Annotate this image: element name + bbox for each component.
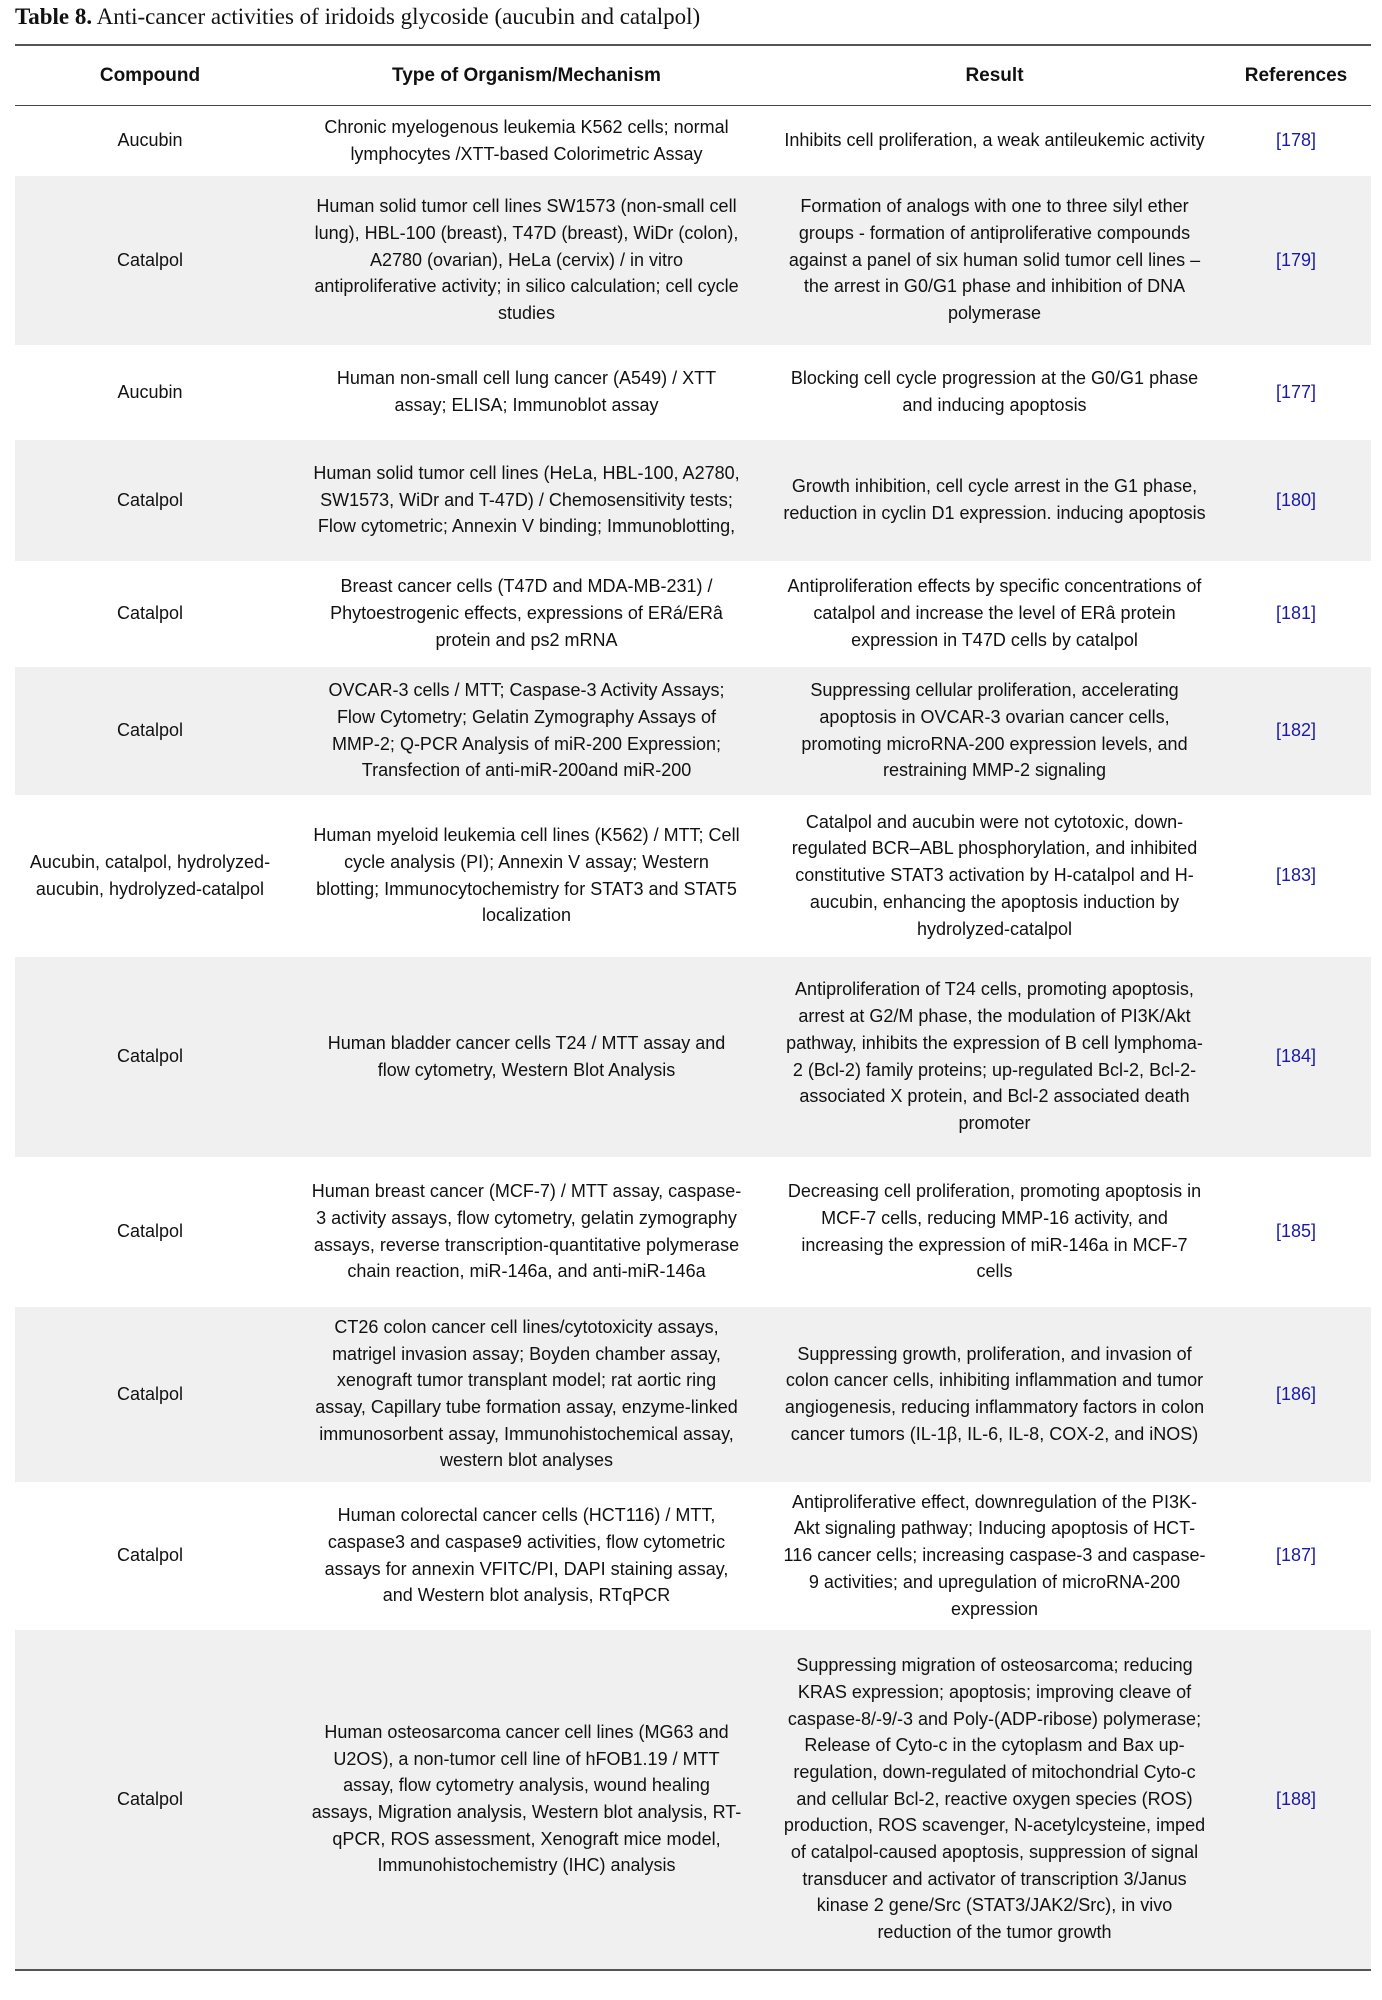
result-text: Antiproliferation effects by specific concentrations of catalpol and increase the level of ERâ protein expression in T47D cells by catalpol — [787, 576, 1202, 650]
mechanism-cell — [285, 1157, 768, 1307]
reference-link[interactable]: [177] — [1221, 345, 1371, 440]
result-text: Growth inhibition, cell cycle arrest in the G1 phase, reduction in cyclin D1 expression. inducing apoptosis — [783, 476, 1206, 523]
table-row — [15, 795, 1371, 957]
mechanism-text: Human bladder cancer cells T24 / MTT assay and flow cytometry, Western Blot Analysis — [327, 1032, 726, 1080]
table-row — [15, 1482, 1371, 1630]
mechanism-text: Human breast cancer (MCF-7) / MTT assay, caspase-3 activity assays, flow cytometry, gelatin zymography assays, reverse transcription-quantitative polymerase chain reaction, miR-146a, and anti-miR-146a — [311, 1181, 742, 1282]
reference-link[interactable]: [183] — [1221, 795, 1371, 957]
compound-cell: Catalpol — [15, 957, 285, 1157]
compound-cell: Catalpol — [15, 1307, 285, 1482]
compound-cell: Catalpol — [15, 1157, 285, 1307]
table-caption — [15, 4, 700, 30]
header-references: References — [1221, 45, 1371, 106]
table-row — [15, 440, 1371, 561]
result-cell — [768, 561, 1221, 667]
reference-link[interactable]: [187] — [1221, 1482, 1371, 1630]
result-cell — [768, 106, 1221, 176]
mechanism-cell — [285, 440, 768, 561]
compound-cell: Aucubin — [15, 106, 285, 176]
result-text: Blocking cell cycle progression at the G0/G1 phase and inducing apoptosis — [790, 368, 1199, 415]
compound-cell: Catalpol — [15, 176, 285, 345]
table-row — [15, 1307, 1371, 1482]
compound-cell: Aucubin, catalpol, hydrolyzed-aucubin, hydrolyzed-catalpol — [15, 795, 285, 957]
result-cell — [768, 345, 1221, 440]
reference-link[interactable]: [185] — [1221, 1157, 1371, 1307]
mechanism-cell — [285, 561, 768, 667]
mechanism-cell — [285, 106, 768, 176]
reference-link[interactable]: [182] — [1221, 667, 1371, 795]
result-text: Decreasing cell proliferation, promoting apoptosis in MCF-7 cells, reducing MMP-16 activity, and increasing the expression of miR-146a in MCF-7 cells — [787, 1181, 1202, 1282]
result-text: Formation of analogs with one to three silyl ether groups - formation of antiproliferative compounds against a panel of six human solid tumor cell lines – the arrest in G0/G1 phase and inhibition of DNA polymerase — [788, 196, 1201, 324]
mechanism-cell — [285, 345, 768, 440]
mechanism-text: Breast cancer cells (T47D and MDA-MB-231) / Phytoestrogenic effects, expressions of ERá/ERâ protein and ps2 mRNA — [330, 576, 723, 650]
mechanism-text: Human colorectal cancer cells (HCT116) / MTT, caspase3 and caspase9 activities, flow cytometric assays for annexin VFITC/PI, DAPI staining assay, and Western blot analysis, RTqPCR — [324, 1505, 729, 1606]
mechanism-text: Human osteosarcoma cancer cell lines (MG63 and U2OS), a non-tumor cell line of hFOB1.19 / MTT assay, flow cytometry analysis, wound healing assays, Migration analysis, Western blot analysis, RT-qPCR, ROS assessment, Xenograft mice model, Immunohistochemistry (IHC) analysis — [311, 1721, 742, 1876]
compound-cell: Catalpol — [15, 1630, 285, 1970]
result-text: Catalpol and aucubin were not cytotoxic, down-regulated BCR–ABL phosphorylation, and inhibited constitutive STAT3 activation by H-catalpol and H-aucubin, enhancing the apoptosis induction by hydrolyzed-catalpol — [791, 811, 1198, 939]
mechanism-text: Human non-small cell lung cancer (A549) / XTT assay; ELISA; Immunoblot assay — [336, 368, 717, 415]
reference-link[interactable]: [188] — [1221, 1630, 1371, 1970]
result-cell — [768, 1630, 1221, 1970]
result-cell — [768, 1307, 1221, 1482]
table-row — [15, 176, 1371, 345]
table-label: Table 8. — [15, 4, 93, 29]
mechanism-cell — [285, 795, 768, 957]
reference-link[interactable]: [180] — [1221, 440, 1371, 561]
table-row — [15, 1630, 1371, 1970]
table-row — [15, 667, 1371, 795]
result-text: Antiproliferation of T24 cells, promoting apoptosis, arrest at G2/M phase, the modulation of PI3K/Akt pathway, inhibits the expression of B cell lymphoma-2 (Bcl-2) family proteins; up-regulated Bcl-2, Bcl-2-associated X protein, and Bcl-2 associated death promoter — [786, 979, 1203, 1133]
header-row — [15, 45, 1371, 106]
mechanism-cell — [285, 1482, 768, 1630]
result-text: Suppressing growth, proliferation, and invasion of colon cancer cells, inhibiting inflammation and tumor angiogenesis, reducing inflammatory factors in colon cancer tumors (IL-1β, IL-6, IL-8, COX-2, and iNOS) — [784, 1343, 1205, 1444]
result-cell — [768, 957, 1221, 1157]
mechanism-cell — [285, 1630, 768, 1970]
result-cell — [768, 795, 1221, 957]
mechanism-text: OVCAR-3 cells / MTT; Caspase-3 Activity Assays; Flow Cytometry; Gelatin Zymography Assays of MMP-2; Q-PCR Analysis of miR-200 Expression; Transfection of anti-miR-200and miR-200 — [328, 680, 725, 781]
compound-cell: Catalpol — [15, 561, 285, 667]
mechanism-text: Chronic myelogenous leukemia K562 cells; normal lymphocytes /XTT-based Colorimetric Assay — [324, 117, 729, 164]
result-cell — [768, 1482, 1221, 1630]
table-row — [15, 106, 1371, 176]
mechanism-text: Human solid tumor cell lines (HeLa, HBL-100, A2780, SW1573, WiDr and T-47D) / Chemosensitivity tests; Flow cytometric; Annexin V binding; Immunoblotting, — [313, 462, 740, 537]
table-row — [15, 957, 1371, 1157]
result-text: Suppressing cellular proliferation, accelerating apoptosis in OVCAR-3 ovarian cancer cells, promoting microRNA-200 expression levels, and restraining MMP-2 signaling — [801, 680, 1188, 781]
header-result: Result — [768, 45, 1221, 106]
result-cell — [768, 1157, 1221, 1307]
compound-cell: Catalpol — [15, 1482, 285, 1630]
table-row — [15, 345, 1371, 440]
reference-link[interactable]: [184] — [1221, 957, 1371, 1157]
table-row — [15, 561, 1371, 667]
result-text: Suppressing migration of osteosarcoma; reducing KRAS expression; apoptosis; improving cleave of caspase-8/-9/-3 and Poly-(ADP-ribose) polymerase; Release of Cyto-c in the cytoplasm and Bax up-regulation, down-regulated of mitochondrial Cyto-c and cellular Bcl-2, reactive oxygen species (ROS) production, ROS scavenger, N-acetylcysteine, imped of catalpol-caused apoptosis, suppression of signal transducer and activator of transcription 3/Janus kinase 2 gene/Src (STAT3/JAK2/Src), in vivo reduction of the tumor growth — [783, 1655, 1206, 1943]
reference-link[interactable]: [181] — [1221, 561, 1371, 667]
mechanism-text: CT26 colon cancer cell lines/cytotoxicity assays, matrigel invasion assay; Boyden chamber assay, xenograft tumor transplant model; rat aortic ring assay, Capillary tube formation assay, enzyme-linked immunosorbent assay, Immunohistochemical assay, western blot analyses — [315, 1316, 738, 1471]
header-mechanism: Type of Organism/Mechanism — [285, 45, 768, 106]
mechanism-text: Human solid tumor cell lines SW1573 (non-small cell lung), HBL-100 (breast), T47D (breast), WiDr (colon), A2780 (ovarian), HeLa (cervix) / in vitro antiproliferative activity; in silico calculation; cell cycle studies — [314, 196, 739, 324]
result-cell — [768, 440, 1221, 561]
compound-cell: Aucubin — [15, 345, 285, 440]
result-text: Inhibits cell proliferation, a weak antileukemic activity — [784, 130, 1205, 151]
mechanism-text: Human myeloid leukemia cell lines (K562) / MTT; Cell cycle analysis (PI); Annexin V assay; Western blotting; Immunocytochemistry for STAT3 and STAT5 localization — [313, 825, 740, 926]
reference-link[interactable]: [186] — [1221, 1307, 1371, 1482]
anticancer-table — [15, 44, 1371, 1971]
mechanism-cell — [285, 957, 768, 1157]
table-title: Anti-cancer activities of iridoids glycoside (aucubin and catalpol) — [96, 4, 701, 29]
table-row — [15, 1157, 1371, 1307]
reference-link[interactable]: [178] — [1221, 106, 1371, 176]
compound-cell: Catalpol — [15, 667, 285, 795]
mechanism-cell — [285, 667, 768, 795]
result-cell — [768, 667, 1221, 795]
result-cell — [768, 176, 1221, 345]
result-text: Antiproliferative effect, downregulation of the PI3K-Akt signaling pathway; Inducing apoptosis of HCT-116 cancer cells; increasing caspase-3 and caspase-9 activities; and upregulation of microRNA-200 expression — [783, 1491, 1206, 1619]
compound-cell: Catalpol — [15, 440, 285, 561]
mechanism-cell — [285, 176, 768, 345]
mechanism-cell — [285, 1307, 768, 1482]
reference-link[interactable]: [179] — [1221, 176, 1371, 345]
header-compound: Compound — [15, 45, 285, 106]
